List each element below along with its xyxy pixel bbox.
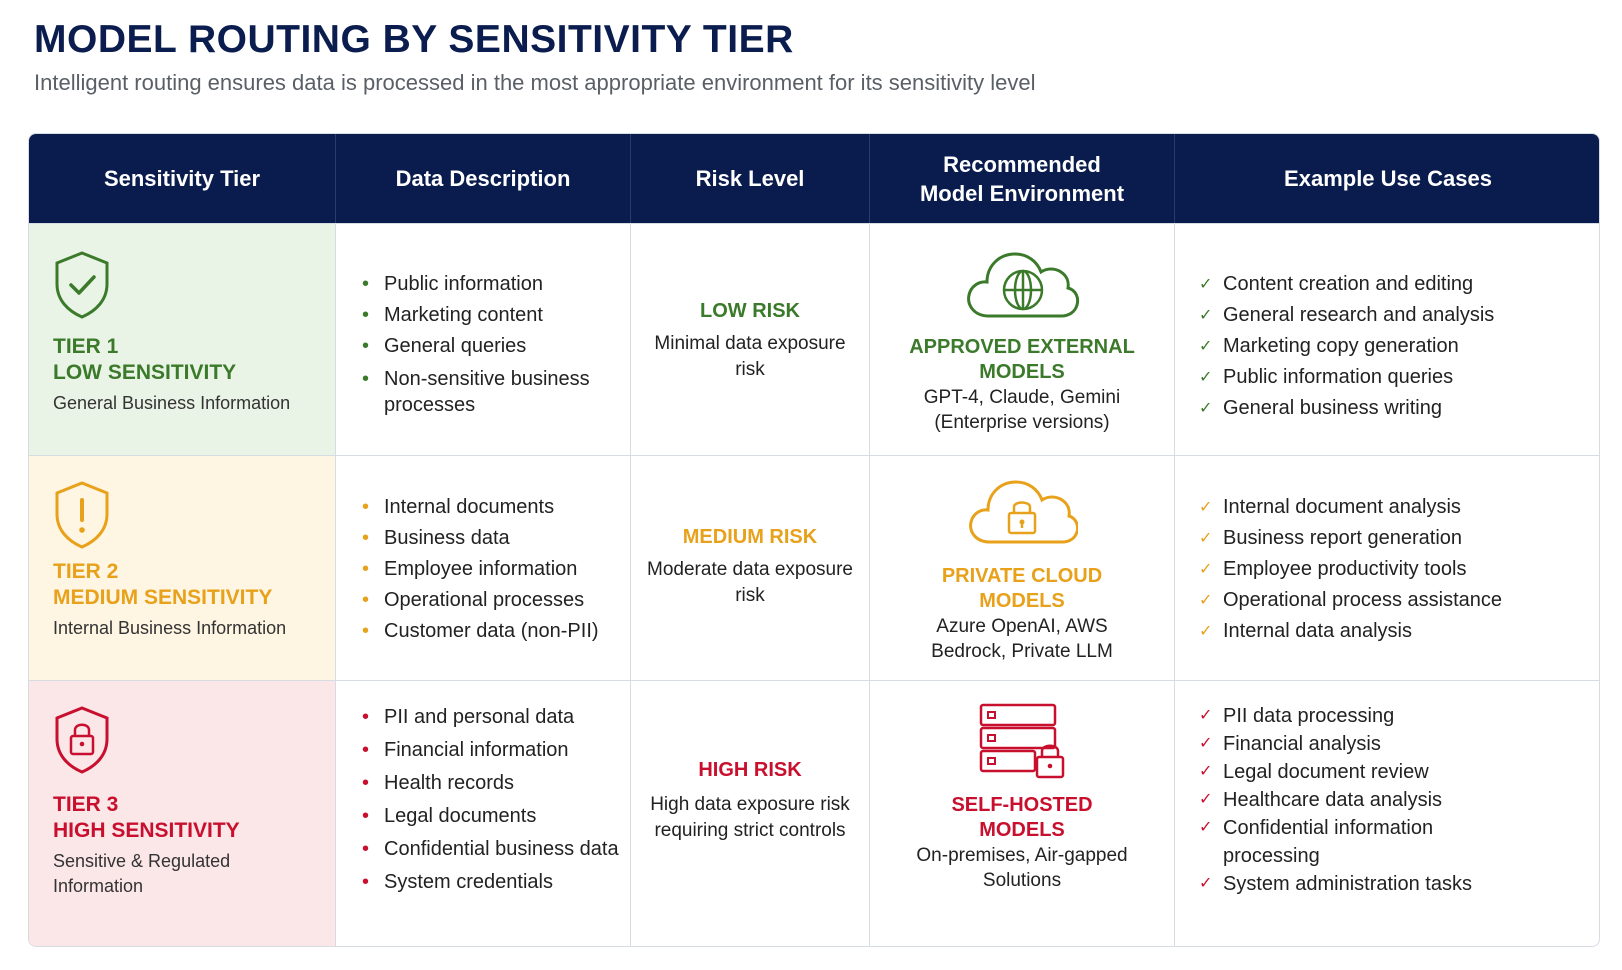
list-item: ✓ Business report generation <box>1199 527 1463 549</box>
use-cases-list <box>1199 269 1591 424</box>
list-item: ✓ Public information queries <box>1199 366 1454 388</box>
env-desc-line1: Azure OpenAI, AWS <box>936 616 1108 637</box>
tier-sensitivity: LOW SENSITIVITY <box>53 361 237 384</box>
shield-check-icon <box>53 250 111 320</box>
header-model-environment <box>870 134 1175 223</box>
list-item: ✓ Internal data analysis <box>1199 620 1413 642</box>
description-cell <box>336 224 631 455</box>
use-cases-cell <box>1175 456 1600 680</box>
tier-cell <box>29 224 336 455</box>
list-item: • Business data <box>362 527 510 549</box>
page-subtitle: Intelligent routing ensures data is processed in the most appropriate environment for its sensitivity level <box>34 70 1036 95</box>
description-list <box>362 701 620 899</box>
list-item: ✓ General business writing <box>1199 397 1442 419</box>
list-item: ✓ System administration tasks <box>1199 873 1472 895</box>
list-item: • System credentials <box>362 871 553 893</box>
list-item: ✓ Financial analysis <box>1199 733 1381 755</box>
list-item: ✓ General research and analysis <box>1199 304 1495 326</box>
list-item: • Financial information <box>362 739 569 761</box>
tier-cell <box>29 456 336 680</box>
list-item: • Legal documents <box>362 805 537 827</box>
risk-description: Moderate data exposure risk <box>647 559 853 606</box>
tier-sensitivity: HIGH SENSITIVITY <box>53 819 240 842</box>
list-item: ✓ Legal document review <box>1199 761 1429 783</box>
tier-sensitivity: MEDIUM SENSITIVITY <box>53 586 273 609</box>
table-row-tier-2 <box>29 455 1599 680</box>
list-item: • Marketing content <box>362 304 543 326</box>
tier-number: TIER 3 <box>53 793 119 816</box>
list-item: ✓ Confidential information processing <box>1199 817 1434 867</box>
description-list <box>362 492 620 647</box>
list-item: ✓ Employee productivity tools <box>1199 558 1467 580</box>
page-title: MODEL ROUTING BY SENSITIVITY TIER <box>34 18 794 61</box>
environment-cell <box>870 224 1175 455</box>
list-item: • Employee information <box>362 558 578 580</box>
shield-lock-icon <box>53 705 111 775</box>
environment-cell <box>870 456 1175 680</box>
description-cell <box>336 681 631 947</box>
table-header <box>29 134 1599 223</box>
environment-cell <box>870 681 1175 947</box>
tier-subtitle: General Business Information <box>53 393 291 413</box>
list-item: • Customer data (non-PII) <box>362 620 599 642</box>
list-item: • Public information <box>362 273 543 295</box>
risk-description: Minimal data exposure risk <box>654 333 846 380</box>
list-item: ✓ Content creation and editing <box>1199 273 1474 295</box>
env-name-line2: MODELS <box>979 590 1065 612</box>
list-item: • General queries <box>362 335 527 357</box>
risk-label: LOW RISK <box>700 300 800 322</box>
env-desc-line2: (Enterprise versions) <box>934 412 1110 433</box>
risk-label: HIGH RISK <box>698 759 802 781</box>
header-example-use-cases: Example Use Cases <box>1284 166 1492 191</box>
description-cell <box>336 456 631 680</box>
list-item: ✓ PII data processing <box>1199 705 1395 727</box>
risk-cell <box>631 681 870 947</box>
table-row-tier-1 <box>29 223 1599 455</box>
header-risk-level: Risk Level <box>631 134 870 223</box>
header-data-description: Data Description <box>336 134 631 223</box>
env-name-line1: SELF-HOSTED <box>951 794 1093 816</box>
list-item: ✓ Healthcare data analysis <box>1199 789 1443 811</box>
list-item: • PII and personal data <box>362 706 575 728</box>
list-item: • Health records <box>362 772 515 794</box>
env-name-line2: MODELS <box>979 819 1065 841</box>
list-item: ✓ Operational process assistance <box>1199 589 1503 611</box>
use-cases-list <box>1199 702 1499 898</box>
use-cases-cell <box>1175 224 1600 455</box>
use-cases-list <box>1199 492 1591 647</box>
env-name-line1: PRIVATE CLOUD <box>941 565 1103 587</box>
cloud-globe-icon <box>963 242 1081 322</box>
header-sensitivity-tier: Sensitivity Tier <box>29 134 336 223</box>
risk-cell <box>631 224 870 455</box>
tier-number: TIER 1 <box>53 335 119 358</box>
env-desc-line2: Solutions <box>982 870 1062 891</box>
list-item: • Operational processes <box>362 589 585 611</box>
routing-table <box>28 133 1600 947</box>
list-item: ✓ Internal document analysis <box>1199 496 1461 518</box>
shield-exclamation-icon <box>53 480 111 550</box>
description-list <box>362 269 620 418</box>
header-env-line2: Model Environment <box>919 180 1125 206</box>
env-name-line2: MODELS <box>979 361 1065 383</box>
risk-cell <box>631 456 870 680</box>
tier-number: TIER 2 <box>53 560 119 583</box>
list-item: ✓ Marketing copy generation <box>1199 335 1459 357</box>
server-lock-icon <box>977 701 1067 781</box>
list-item: • Internal documents <box>362 496 555 518</box>
env-desc-line2: Bedrock, Private LLM <box>931 641 1113 662</box>
env-desc-line1: On-premises, Air-gapped <box>916 845 1128 866</box>
env-desc-line1: GPT-4, Claude, Gemini <box>923 387 1121 408</box>
header-env-line1: Recommended <box>943 151 1101 177</box>
table-row-tier-3 <box>29 680 1599 947</box>
list-item: • Confidential business data <box>362 838 619 860</box>
tier-subtitle: Internal Business Information <box>53 618 287 638</box>
use-cases-cell <box>1175 681 1600 947</box>
tier-subtitle: Sensitive & Regulated Information <box>53 851 231 896</box>
tier-cell <box>29 681 336 947</box>
cloud-lock-icon <box>966 472 1078 548</box>
env-name-line1: APPROVED EXTERNAL <box>909 336 1135 358</box>
list-item: • Non-sensitive business processes <box>362 368 590 416</box>
risk-label: MEDIUM RISK <box>682 526 818 548</box>
risk-description: High data exposure risk requiring strict controls <box>650 794 850 841</box>
